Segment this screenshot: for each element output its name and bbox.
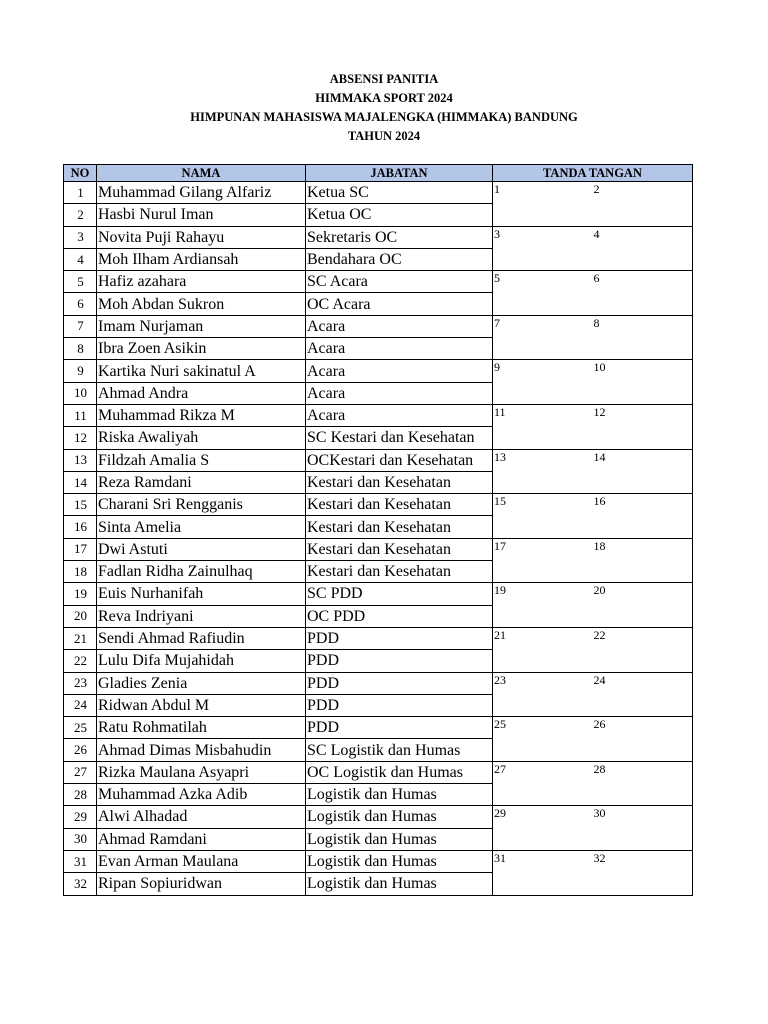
signature-cell-odd[interactable]: 27 xyxy=(493,761,593,806)
signature-cell-odd[interactable]: 19 xyxy=(493,583,593,628)
signature-cell-even[interactable]: 26 xyxy=(593,717,693,762)
member-name: Ahmad Andra xyxy=(97,382,306,404)
signature-cell-odd[interactable]: 13 xyxy=(493,449,593,494)
row-number: 24 xyxy=(64,694,97,716)
signature-cell-even[interactable]: 20 xyxy=(593,583,693,628)
member-name: Fadlan Ridha Zainulhaq xyxy=(97,561,306,583)
table-row xyxy=(64,449,693,471)
member-role: OC Logistik dan Humas xyxy=(306,761,493,783)
table-row xyxy=(64,627,693,649)
member-role: Bendahara OC xyxy=(306,248,493,270)
column-header-tanda-tangan: TANDA TANGAN xyxy=(493,165,693,182)
signature-cell-even[interactable]: 22 xyxy=(593,627,693,672)
member-name: Dwi Astuti xyxy=(97,538,306,560)
member-role: PDD xyxy=(306,650,493,672)
row-number: 2 xyxy=(64,204,97,226)
row-number: 14 xyxy=(64,471,97,493)
row-number: 16 xyxy=(64,516,97,538)
row-number: 27 xyxy=(64,761,97,783)
signature-cell-odd[interactable]: 21 xyxy=(493,627,593,672)
member-name: Ahmad Dimas Misbahudin xyxy=(97,739,306,761)
member-name: Lulu Difa Mujahidah xyxy=(97,650,306,672)
row-number: 15 xyxy=(64,494,97,516)
member-name: Charani Sri Rengganis xyxy=(97,494,306,516)
signature-cell-odd[interactable]: 3 xyxy=(493,226,593,271)
row-number: 23 xyxy=(64,672,97,694)
member-role: Kestari dan Kesehatan xyxy=(306,471,493,493)
member-role: Acara xyxy=(306,360,493,382)
member-name: Muhammad Gilang Alfariz xyxy=(97,182,306,204)
member-role: Ketua SC xyxy=(306,182,493,204)
signature-cell-even[interactable]: 14 xyxy=(593,449,693,494)
signature-cell-odd[interactable]: 11 xyxy=(493,404,593,449)
member-name: Muhammad Azka Adib xyxy=(97,784,306,806)
member-role: Kestari dan Kesehatan xyxy=(306,494,493,516)
signature-cell-even[interactable]: 6 xyxy=(593,271,693,316)
member-role: SC Logistik dan Humas xyxy=(306,739,493,761)
table-body xyxy=(64,182,693,896)
row-number: 32 xyxy=(64,873,97,895)
member-name: Sendi Ahmad Rafiudin xyxy=(97,627,306,649)
member-role: OCKestari dan Kesehatan xyxy=(306,449,493,471)
row-number: 18 xyxy=(64,561,97,583)
table-row xyxy=(64,717,693,739)
row-number: 8 xyxy=(64,338,97,360)
column-header-jabatan: JABATAN xyxy=(306,165,493,182)
signature-cell-even[interactable]: 12 xyxy=(593,404,693,449)
row-number: 19 xyxy=(64,583,97,605)
member-role: Acara xyxy=(306,404,493,426)
member-name: Fildzah Amalia S xyxy=(97,449,306,471)
signature-cell-even[interactable]: 2 xyxy=(593,182,693,227)
member-role: SC Acara xyxy=(306,271,493,293)
signature-cell-odd[interactable]: 31 xyxy=(493,850,593,895)
table-header-row xyxy=(64,165,693,182)
member-name: Alwi Alhadad xyxy=(97,806,306,828)
signature-cell-even[interactable]: 8 xyxy=(593,315,693,360)
table-row xyxy=(64,538,693,560)
member-name: Hafiz azahara xyxy=(97,271,306,293)
member-name: Ridwan Abdul M xyxy=(97,694,306,716)
member-role: Ketua OC xyxy=(306,204,493,226)
row-number: 30 xyxy=(64,828,97,850)
row-number: 26 xyxy=(64,739,97,761)
signature-cell-odd[interactable]: 5 xyxy=(493,271,593,316)
table-row xyxy=(64,404,693,426)
member-role: SC Kestari dan Kesehatan xyxy=(306,427,493,449)
row-number: 9 xyxy=(64,360,97,382)
table-row xyxy=(64,315,693,337)
member-name: Muhammad Rikza M xyxy=(97,404,306,426)
row-number: 1 xyxy=(64,182,97,204)
member-role: Logistik dan Humas xyxy=(306,850,493,872)
row-number: 12 xyxy=(64,427,97,449)
signature-cell-odd[interactable]: 7 xyxy=(493,315,593,360)
row-number: 25 xyxy=(64,717,97,739)
table-row xyxy=(64,761,693,783)
member-role: PDD xyxy=(306,694,493,716)
member-name: Gladies Zenia xyxy=(97,672,306,694)
member-name: Novita Puji Rahayu xyxy=(97,226,306,248)
title-line-4: TAHUN 2024 xyxy=(347,129,421,143)
signature-cell-odd[interactable]: 15 xyxy=(493,494,593,539)
row-number: 13 xyxy=(64,449,97,471)
row-number: 10 xyxy=(64,382,97,404)
signature-cell-even[interactable]: 4 xyxy=(593,226,693,271)
table-row xyxy=(64,583,693,605)
title-line-1: ABSENSI PANITIA xyxy=(329,72,439,86)
member-role: Logistik dan Humas xyxy=(306,806,493,828)
signature-cell-odd[interactable]: 23 xyxy=(493,672,593,717)
member-name: Kartika Nuri sakinatul A xyxy=(97,360,306,382)
member-role: Kestari dan Kesehatan xyxy=(306,538,493,560)
member-name: Riska Awaliyah xyxy=(97,427,306,449)
member-role: Kestari dan Kesehatan xyxy=(306,516,493,538)
member-role: Acara xyxy=(306,382,493,404)
signature-cell-even[interactable]: 32 xyxy=(593,850,693,895)
signature-cell-odd[interactable]: 9 xyxy=(493,360,593,405)
member-role: Logistik dan Humas xyxy=(306,828,493,850)
row-number: 20 xyxy=(64,605,97,627)
row-number: 31 xyxy=(64,850,97,872)
title-line-3: HIMPUNAN MAHASISWA MAJALENGKA (HIMMAKA) BANDUNG xyxy=(190,110,578,124)
member-role: PDD xyxy=(306,717,493,739)
member-role: Acara xyxy=(306,315,493,337)
table-row xyxy=(64,850,693,872)
member-role: Logistik dan Humas xyxy=(306,784,493,806)
title-line-2: HIMMAKA SPORT 2024 xyxy=(315,91,453,105)
signature-cell-even[interactable]: 30 xyxy=(593,806,693,851)
table-row xyxy=(64,182,693,204)
signature-cell-even[interactable]: 16 xyxy=(593,494,693,539)
member-name: Rizka Maulana Asyapri xyxy=(97,761,306,783)
column-header-no: NO xyxy=(64,165,97,182)
row-number: 28 xyxy=(64,784,97,806)
member-name: Imam Nurjaman xyxy=(97,315,306,337)
table-row xyxy=(64,494,693,516)
member-role: OC Acara xyxy=(306,293,493,315)
member-name: Ripan Sopiuridwan xyxy=(97,873,306,895)
signature-cell-odd[interactable]: 25 xyxy=(493,717,593,762)
row-number: 17 xyxy=(64,538,97,560)
signature-cell-even[interactable]: 18 xyxy=(593,538,693,583)
row-number: 11 xyxy=(64,404,97,426)
row-number: 5 xyxy=(64,271,97,293)
member-role: Logistik dan Humas xyxy=(306,873,493,895)
member-name: Euis Nurhanifah xyxy=(97,583,306,605)
signature-cell-even[interactable]: 28 xyxy=(593,761,693,806)
row-number: 21 xyxy=(64,627,97,649)
member-name: Ahmad Ramdani xyxy=(97,828,306,850)
signature-cell-odd[interactable]: 1 xyxy=(493,182,593,227)
signature-cell-even[interactable]: 24 xyxy=(593,672,693,717)
member-role: Kestari dan Kesehatan xyxy=(306,561,493,583)
member-role: Acara xyxy=(306,338,493,360)
member-role: OC PDD xyxy=(306,605,493,627)
member-name: Hasbi Nurul Iman xyxy=(97,204,306,226)
signature-cell-odd[interactable]: 17 xyxy=(493,538,593,583)
table-row xyxy=(64,672,693,694)
member-name: Sinta Amelia xyxy=(97,516,306,538)
column-header-nama: NAMA xyxy=(97,165,306,182)
table-row xyxy=(64,360,693,382)
member-role: PDD xyxy=(306,627,493,649)
member-name: Reva Indriyani xyxy=(97,605,306,627)
member-role: SC PDD xyxy=(306,583,493,605)
row-number: 29 xyxy=(64,806,97,828)
member-role: Sekretaris OC xyxy=(306,226,493,248)
table-row xyxy=(64,271,693,293)
row-number: 3 xyxy=(64,226,97,248)
signature-cell-even[interactable]: 10 xyxy=(593,360,693,405)
signature-cell-odd[interactable]: 29 xyxy=(493,806,593,851)
table-row xyxy=(64,226,693,248)
member-name: Moh Ilham Ardiansah xyxy=(97,248,306,270)
member-role: PDD xyxy=(306,672,493,694)
member-name: Moh Abdan Sukron xyxy=(97,293,306,315)
row-number: 22 xyxy=(64,650,97,672)
attendance-table xyxy=(63,164,693,896)
member-name: Evan Arman Maulana xyxy=(97,850,306,872)
member-name: Ibra Zoen Asikin xyxy=(97,338,306,360)
member-name: Ratu Rohmatilah xyxy=(97,717,306,739)
row-number: 6 xyxy=(64,293,97,315)
document-title xyxy=(0,70,768,146)
row-number: 7 xyxy=(64,315,97,337)
member-name: Reza Ramdani xyxy=(97,471,306,493)
table-row xyxy=(64,806,693,828)
row-number: 4 xyxy=(64,248,97,270)
